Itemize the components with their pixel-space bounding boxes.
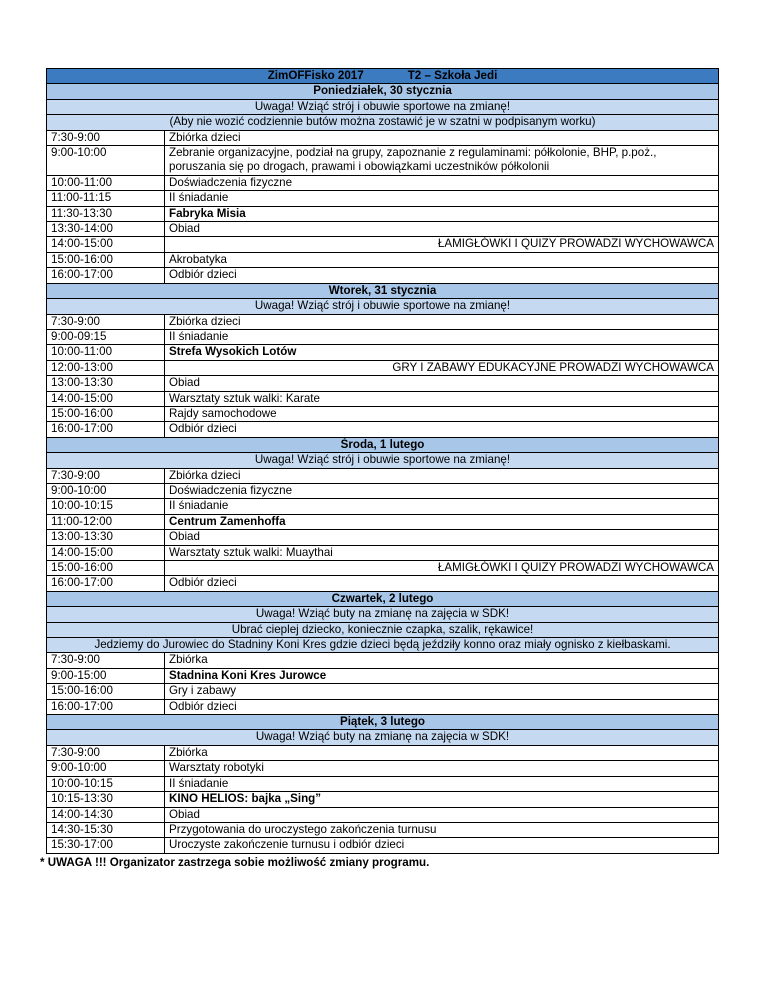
activity: Przygotowania do uroczystego zakończenia turnusu [165, 822, 719, 837]
day-note: Uwaga! Wziąć buty na zmianę na zajęcia w SDK! [47, 730, 719, 745]
time-slot: 10:00-10:15 [47, 499, 165, 514]
activity: Akrobatyka [165, 252, 719, 267]
time-slot: 15:30-17:00 [47, 838, 165, 853]
schedule-row [47, 329, 719, 344]
schedule-row [47, 668, 719, 683]
time-slot: 16:00-17:00 [47, 422, 165, 437]
day-note: Jedziemy do Jurowiec do Stadniny Koni Kres gdzie dzieci będą jeździły konno oraz miały ognisko z kiełbaskami. [47, 638, 719, 653]
time-slot: 15:00-16:00 [47, 252, 165, 267]
schedule-row [47, 191, 719, 206]
schedule-row [47, 422, 719, 437]
activity: Odbiór dzieci [165, 268, 719, 283]
activity: Stadnina Koni Kres Jurowce [165, 668, 719, 683]
day-header-row [47, 591, 719, 606]
time-slot: 9:00-10:00 [47, 146, 165, 176]
schedule-row [47, 345, 719, 360]
time-slot: 15:00-16:00 [47, 406, 165, 421]
day-title: Środa, 1 lutego [47, 437, 719, 452]
activity: II śniadanie [165, 329, 719, 344]
program-title [47, 69, 719, 84]
activity: Warsztaty robotyki [165, 761, 719, 776]
time-slot: 7:30-9:00 [47, 130, 165, 145]
day-note: Uwaga! Wziąć strój i obuwie sportowe na zmianę! [47, 453, 719, 468]
schedule-row [47, 576, 719, 591]
schedule-row [47, 391, 719, 406]
schedule-row [47, 483, 719, 498]
activity: Zbiórka dzieci [165, 468, 719, 483]
activity: Centrum Zamenhoffa [165, 514, 719, 529]
activity: Zbiórka [165, 745, 719, 760]
activity: Obiad [165, 222, 719, 237]
day-note: Ubrać cieplej dziecko, koniecznie czapka, szalik, rękawice! [47, 622, 719, 637]
activity: Gry i zabawy [165, 684, 719, 699]
schedule-row [47, 222, 719, 237]
activity: Obiad [165, 807, 719, 822]
schedule-row [47, 499, 719, 514]
time-slot: 7:30-9:00 [47, 745, 165, 760]
time-slot: 7:30-9:00 [47, 314, 165, 329]
day-note-row [47, 638, 719, 653]
day-title: Czwartek, 2 lutego [47, 591, 719, 606]
day-header-row [47, 715, 719, 730]
day-header-row [47, 283, 719, 298]
day-title: Poniedziałek, 30 stycznia [47, 84, 719, 99]
time-slot: 12:00-13:00 [47, 360, 165, 375]
activity: II śniadanie [165, 499, 719, 514]
schedule-row [47, 838, 719, 853]
schedule-row [47, 130, 719, 145]
schedule-row [47, 807, 719, 822]
schedule-document [40, 68, 718, 870]
activity: Zebranie organizacyjne, podział na grupy, zapoznanie z regulaminami: półkolonie, BHP, p.poż., poruszania się po drogach, prawami i obowiązkami uczestników półkolonii [165, 146, 719, 176]
schedule-row [47, 822, 719, 837]
schedule-row [47, 252, 719, 267]
schedule-row [47, 545, 719, 560]
schedule-row [47, 146, 719, 176]
time-slot: 14:00-15:00 [47, 391, 165, 406]
time-slot: 11:00-12:00 [47, 514, 165, 529]
day-header-row [47, 84, 719, 99]
activity: Zbiórka dzieci [165, 130, 719, 145]
time-slot: 7:30-9:00 [47, 653, 165, 668]
time-slot: 13:00-13:30 [47, 530, 165, 545]
time-slot: 15:00-16:00 [47, 684, 165, 699]
schedule-row [47, 514, 719, 529]
time-slot: 15:00-16:00 [47, 561, 165, 576]
time-slot: 14:00-15:00 [47, 237, 165, 252]
schedule-row [47, 561, 719, 576]
activity: Doświadczenia fizyczne [165, 175, 719, 190]
time-slot: 16:00-17:00 [47, 576, 165, 591]
day-note-row [47, 730, 719, 745]
day-title: Piątek, 3 lutego [47, 715, 719, 730]
activity: Warsztaty sztuk walki: Karate [165, 391, 719, 406]
turnus-name: T2 – Szkoła Jedi [407, 69, 498, 82]
title-row [47, 69, 719, 84]
day-note-row [47, 622, 719, 637]
schedule-row [47, 360, 719, 375]
schedule-row [47, 761, 719, 776]
time-slot: 9:00-10:00 [47, 483, 165, 498]
day-note-row [47, 99, 719, 114]
activity: II śniadanie [165, 776, 719, 791]
schedule-row [47, 237, 719, 252]
schedule-row [47, 468, 719, 483]
day-note: (Aby nie wozić codziennie butów można zostawić je w szatni w podpisanym worku) [47, 115, 719, 130]
schedule-row [47, 268, 719, 283]
activity: GRY I ZABAWY EDUKACYJNE PROWADZI WYCHOWAWCA [165, 360, 719, 375]
day-note-row [47, 453, 719, 468]
time-slot: 10:15-13:30 [47, 792, 165, 807]
activity: Zbiórka [165, 653, 719, 668]
time-slot: 7:30-9:00 [47, 468, 165, 483]
schedule-row [47, 376, 719, 391]
time-slot: 11:00-11:15 [47, 191, 165, 206]
activity: II śniadanie [165, 191, 719, 206]
time-slot: 14:30-15:30 [47, 822, 165, 837]
time-slot: 10:00-11:00 [47, 175, 165, 190]
activity: ŁAMIGŁÓWKI I QUIZY PROWADZI WYCHOWAWCA [165, 561, 719, 576]
time-slot: 9:00-15:00 [47, 668, 165, 683]
day-note: Uwaga! Wziąć buty na zmianę na zajęcia w SDK! [47, 607, 719, 622]
footnote: * UWAGA !!! Organizator zastrzega sobie możliwość zmiany programu. [40, 855, 430, 869]
day-header-row [47, 437, 719, 452]
activity: Odbiór dzieci [165, 422, 719, 437]
day-note-row [47, 115, 719, 130]
schedule-row [47, 699, 719, 714]
schedule-row [47, 175, 719, 190]
schedule-row [47, 530, 719, 545]
schedule-row [47, 745, 719, 760]
day-title: Wtorek, 31 stycznia [47, 283, 719, 298]
activity: Fabryka Misia [165, 206, 719, 221]
activity: ŁAMIGŁÓWKI I QUIZY PROWADZI WYCHOWAWCA [165, 237, 719, 252]
time-slot: 9:00-10:00 [47, 761, 165, 776]
time-slot: 10:00-10:15 [47, 776, 165, 791]
activity: Uroczyste zakończenie turnusu i odbiór dzieci [165, 838, 719, 853]
activity: Doświadczenia fizyczne [165, 483, 719, 498]
time-slot: 13:30-14:00 [47, 222, 165, 237]
activity: Odbiór dzieci [165, 576, 719, 591]
activity: Obiad [165, 376, 719, 391]
day-note-row [47, 299, 719, 314]
activity: KINO HELIOS: bajka „Sing” [165, 792, 719, 807]
day-note: Uwaga! Wziąć strój i obuwie sportowe na zmianę! [47, 299, 719, 314]
activity: Obiad [165, 530, 719, 545]
time-slot: 16:00-17:00 [47, 268, 165, 283]
day-note: Uwaga! Wziąć strój i obuwie sportowe na zmianę! [47, 99, 719, 114]
schedule-row [47, 406, 719, 421]
time-slot: 14:00-15:00 [47, 545, 165, 560]
schedule-table [46, 68, 719, 854]
time-slot: 11:30-13:30 [47, 206, 165, 221]
schedule-row [47, 206, 719, 221]
time-slot: 16:00-17:00 [47, 699, 165, 714]
time-slot: 14:00-14:30 [47, 807, 165, 822]
schedule-row [47, 314, 719, 329]
schedule-row [47, 653, 719, 668]
schedule-row [47, 776, 719, 791]
activity: Strefa Wysokich Lotów [165, 345, 719, 360]
schedule-row [47, 792, 719, 807]
activity: Odbiór dzieci [165, 699, 719, 714]
time-slot: 9:00-09:15 [47, 329, 165, 344]
activity: Warsztaty sztuk walki: Muaythai [165, 545, 719, 560]
schedule-row [47, 684, 719, 699]
program-name: ZimOFFisko 2017 [267, 69, 364, 82]
activity: Zbiórka dzieci [165, 314, 719, 329]
time-slot: 13:00-13:30 [47, 376, 165, 391]
schedule-body [47, 69, 719, 854]
day-note-row [47, 607, 719, 622]
time-slot: 10:00-11:00 [47, 345, 165, 360]
activity: Rajdy samochodowe [165, 406, 719, 421]
